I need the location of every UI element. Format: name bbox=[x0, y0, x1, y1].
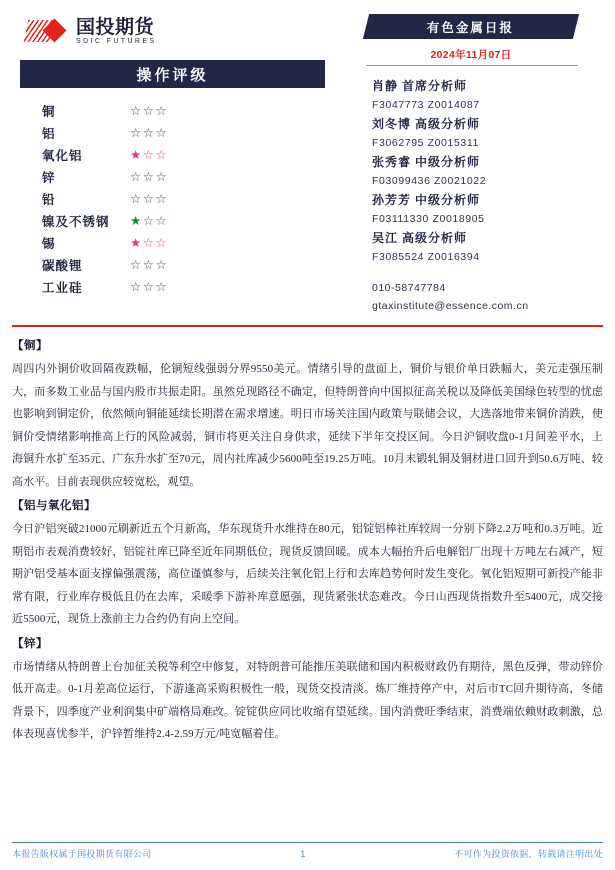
star-empty-icon: ☆ bbox=[142, 103, 156, 118]
star-empty-icon: ☆ bbox=[155, 213, 169, 228]
analyst-name: 肖静 首席分析师 bbox=[372, 79, 468, 93]
report-footer bbox=[12, 842, 603, 861]
rating-metal-name: 铜 bbox=[42, 105, 56, 119]
star-empty-icon: ☆ bbox=[155, 191, 169, 206]
rating-panel-title: 操作评级 bbox=[20, 60, 325, 88]
rating-metal-name: 铅 bbox=[42, 193, 56, 207]
section-title: 【铝与氧化铝】 bbox=[12, 500, 96, 512]
section-body-text: 周四内外铜价收回隔夜跌幅，伦铜短线强弱分界9550美元。情绪引导的盘面上，铜价与银价单日跌幅大，美元走强压制大，而多数工业品与国内股市共振走阳。虽然兑现路径不确定，但特朗普向中国拟征高关税以及降低美国绿色转型的忧虑也影响到铜定价，依然倾向铜能延续长期潜在需求增速。明日市场关注国内政策与联储会议，大选落地带来铜价消跌，使铜价受情绪影响推高上行的风险减弱，铜市将更关注自身供求，延续下半年交投区间。今日沪铜收盘0-1月间差平水，上海铜升水扩至35元、广东升水扩至70元，周内社库减少5600吨至19.25万吨。10月未锻轧铜及铜材进口回升到50.6万吨、较高水平。目前表现供应较宽松，观望。 bbox=[12, 363, 603, 488]
star-empty-icon: ☆ bbox=[130, 279, 143, 294]
star-empty-icon: ☆ bbox=[155, 103, 169, 118]
analyst-license-code: F3062795 Z0015311 bbox=[372, 137, 479, 149]
rating-stars bbox=[130, 281, 168, 294]
star-empty-icon: ☆ bbox=[142, 257, 156, 272]
star-empty-icon: ☆ bbox=[155, 169, 169, 184]
rating-row bbox=[42, 232, 252, 254]
star-empty-icon: ☆ bbox=[155, 147, 169, 162]
section-title: 【铜】 bbox=[12, 340, 48, 352]
report-title-banner bbox=[366, 14, 603, 40]
rating-row bbox=[42, 254, 252, 276]
star-empty-icon: ☆ bbox=[130, 103, 143, 118]
star-empty-icon: ☆ bbox=[155, 257, 169, 272]
rating-metal-name: 工业硅 bbox=[42, 281, 83, 295]
star-filled-icon: ★ bbox=[130, 147, 143, 162]
logo-diamond-icon bbox=[26, 18, 70, 44]
rating-stars bbox=[130, 127, 168, 140]
rating-metal-name: 锌 bbox=[42, 171, 56, 185]
section-body-text: 市场情绪从特朗普上台加征关税等利空中修复，对特朗普可能推压美联储和国内积极财政仍有期待，黑色反弹，带动锌价低开高走。0-1月差高位运行，下游逢高采购积极性一般，现货交投清淡。炼厂维持停产中，对后市TC回升期待高，冬储背景下，四季度产业利润集中矿端格局难改。锭锭供应同比收缩有望延续。国内消费旺季结束，消费端依赖财政刺激，总体表现喜忧参半，沪锌暂维持2.4-2.59万元/吨宽幅着佳。 bbox=[12, 660, 603, 740]
star-empty-icon: ☆ bbox=[142, 147, 156, 162]
rating-stars bbox=[130, 171, 168, 184]
star-empty-icon: ☆ bbox=[130, 169, 143, 184]
analyst-license-code: F3047773 Z0014087 bbox=[372, 99, 480, 111]
star-empty-icon: ☆ bbox=[155, 125, 169, 140]
footer-disclaimer: 不可作为投资依据，转载请注明出处 bbox=[454, 849, 603, 859]
contact-email[interactable]: gtaxinstitute@essence.com.cn bbox=[372, 300, 529, 312]
section-title: 【锌】 bbox=[12, 637, 48, 650]
report-date-divider bbox=[366, 65, 578, 66]
rating-stars bbox=[130, 149, 168, 162]
report-title: 有色金属日报 bbox=[427, 20, 515, 35]
report-section bbox=[12, 633, 603, 746]
star-empty-icon: ☆ bbox=[142, 235, 156, 250]
star-empty-icon: ☆ bbox=[130, 191, 143, 206]
analyst-license-code: F03111330 Z0018905 bbox=[372, 213, 485, 225]
analyst-list bbox=[372, 77, 603, 267]
rating-row bbox=[42, 276, 252, 298]
analyst-license-code: F3085524 Z0016394 bbox=[372, 251, 480, 263]
report-section bbox=[12, 335, 603, 493]
report-section bbox=[12, 495, 603, 631]
contact-block bbox=[372, 279, 603, 315]
rating-stars bbox=[130, 259, 168, 272]
report-date: 2024年11月07日 bbox=[430, 49, 512, 61]
rating-stars bbox=[130, 105, 168, 118]
analyst-name: 刘冬博 高级分析师 bbox=[372, 117, 481, 131]
footer-divider bbox=[12, 842, 603, 844]
logo-name-cn: 国投期货 bbox=[76, 16, 155, 38]
analyst-license-code: F03099436 Z0021022 bbox=[372, 175, 487, 187]
contact-phone: 010-58747784 bbox=[372, 282, 446, 294]
star-empty-icon: ☆ bbox=[155, 235, 169, 250]
header-left-column bbox=[12, 14, 332, 298]
rating-row bbox=[42, 100, 252, 122]
rating-stars bbox=[130, 193, 168, 206]
star-empty-icon: ☆ bbox=[142, 213, 156, 228]
star-empty-icon: ☆ bbox=[130, 125, 143, 140]
analyst-name: 吴江 高级分析师 bbox=[372, 231, 468, 245]
header-right-column bbox=[358, 14, 603, 315]
star-empty-icon: ☆ bbox=[142, 125, 156, 140]
rating-metal-name: 铝 bbox=[42, 127, 56, 141]
rating-stars bbox=[130, 237, 168, 250]
footer-page-number: 1 bbox=[300, 848, 306, 859]
rating-table bbox=[42, 100, 252, 298]
star-filled-icon: ★ bbox=[130, 213, 143, 228]
star-empty-icon: ☆ bbox=[155, 279, 169, 294]
rating-stars bbox=[130, 215, 168, 228]
company-logo bbox=[12, 14, 332, 48]
rating-row bbox=[42, 210, 252, 232]
logo-name-en: SDIC FUTURES bbox=[76, 37, 157, 45]
report-header bbox=[12, 0, 603, 315]
rating-metal-name: 氧化铝 bbox=[42, 149, 83, 163]
star-empty-icon: ☆ bbox=[142, 279, 156, 294]
star-empty-icon: ☆ bbox=[142, 191, 156, 206]
rating-metal-name: 碳酸锂 bbox=[42, 259, 83, 273]
report-body bbox=[12, 327, 603, 746]
star-filled-icon: ★ bbox=[130, 235, 143, 250]
rating-row bbox=[42, 166, 252, 188]
analyst-name: 张秀睿 中级分析师 bbox=[372, 155, 481, 169]
star-empty-icon: ☆ bbox=[130, 257, 143, 272]
rating-row bbox=[42, 122, 252, 144]
footer-copyright: 本报告版权属于国投期货有限公司 bbox=[12, 849, 152, 859]
analyst-name: 孙芳芳 中级分析师 bbox=[372, 193, 481, 207]
section-body-text: 今日沪铝突破21000元刷新近五个月新高，华东现货升水维持在80元，铝锭铝棒社库较周一分别下降2.2万吨和0.3万吨。近期铝市表观消费较好，铝锭社库已降至近年同期低位，现货反馈回暖。成本大幅抬升后电解铝厂出现十万吨左右减产，短期沪铝受基本面支撑偏强震荡，高位谨慎参与，后续关注氧化铝上行和去库趋势何时发生变化。氧化铝短期可新投产能非常有限，行业库存极低且仍在去库，采暖季下游补库意愿强，现货紧张状态难改。今日山西现货指数升至5400元，成交接近5500元，现货上涨前主力合约仍有向上空间。 bbox=[12, 523, 603, 625]
rating-row bbox=[42, 144, 252, 166]
rating-metal-name: 镍及不锈钢 bbox=[42, 215, 110, 229]
rating-row bbox=[42, 188, 252, 210]
star-empty-icon: ☆ bbox=[142, 169, 156, 184]
rating-metal-name: 锡 bbox=[42, 237, 56, 251]
